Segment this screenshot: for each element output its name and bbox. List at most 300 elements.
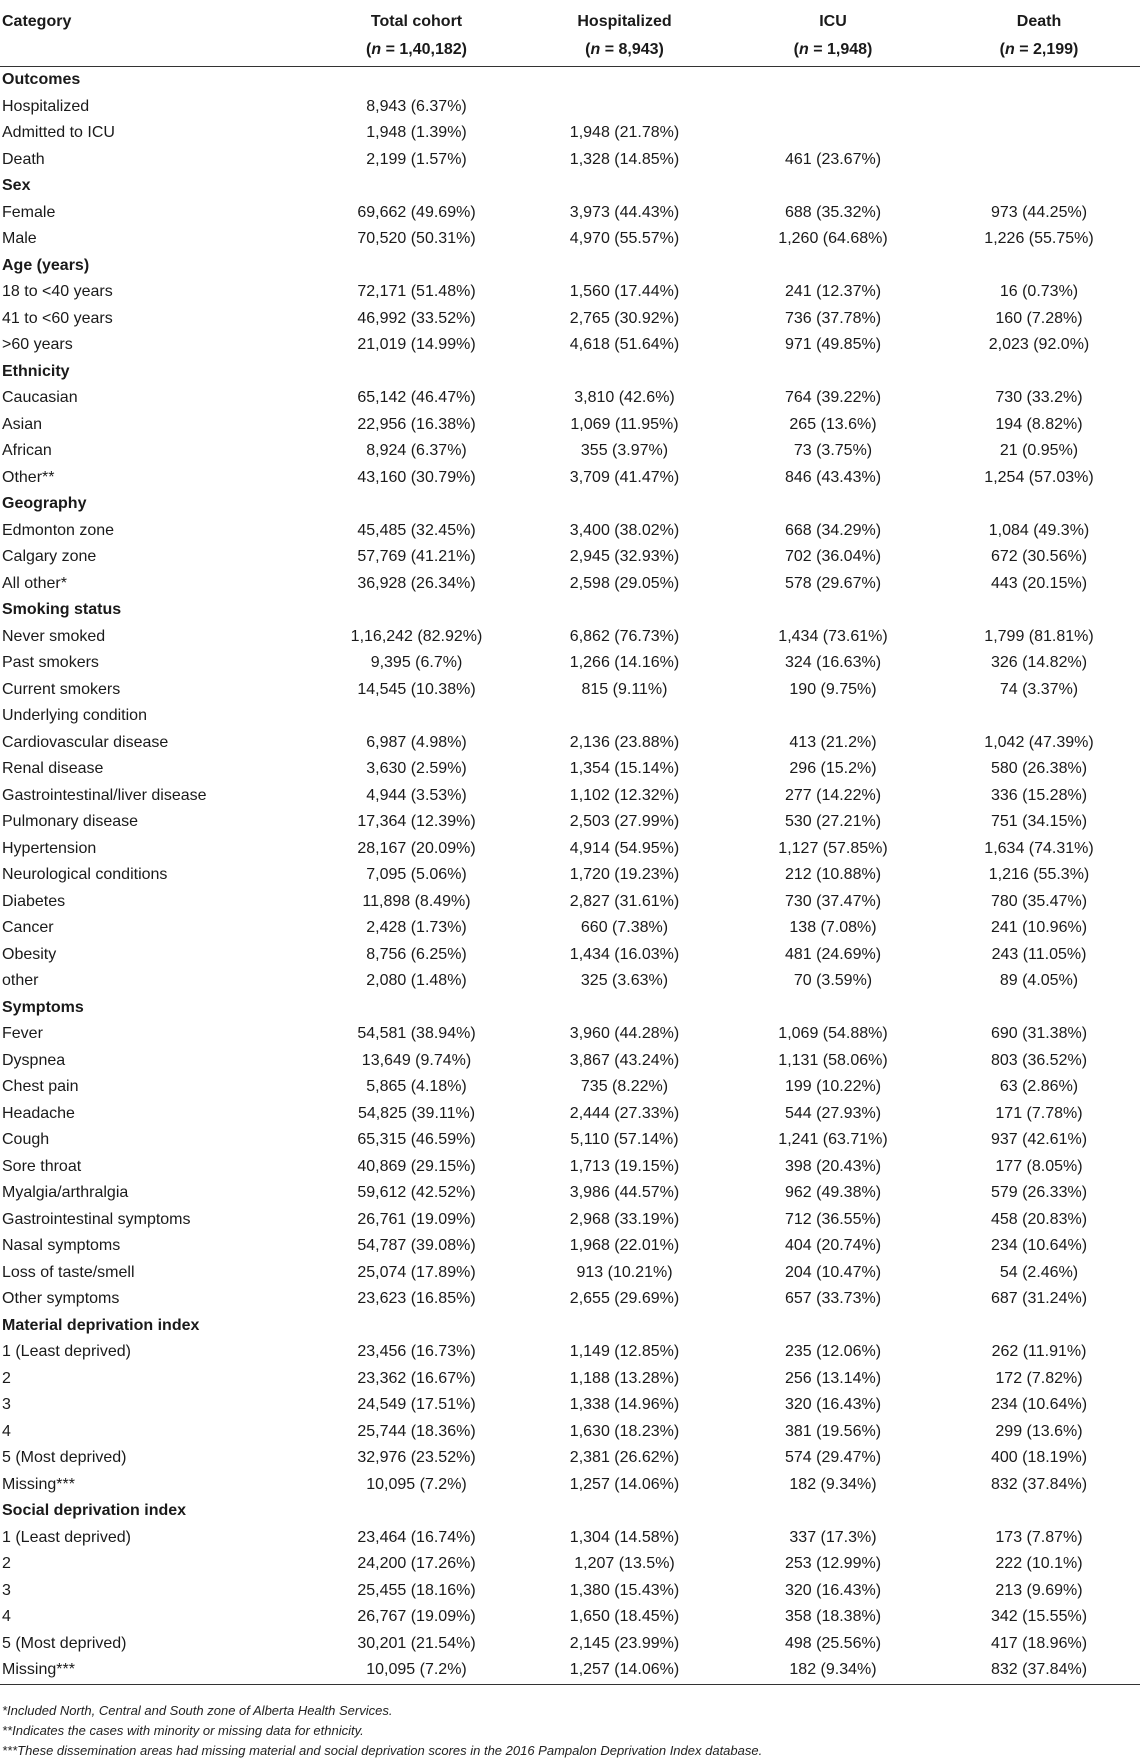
cell-death: 63 (2.86%) [999,1078,1079,1095]
cell-icu: 1,127 (57.85%) [778,839,888,857]
cell-total-cohort: 23,456 (16.73%) [357,1343,476,1360]
cell-total-cohort: 5,865 (4.18%) [366,1078,467,1095]
cell-death [938,995,1140,1022]
cell-icu: 398 (20.43%) [784,1157,882,1175]
cell-hospitalized: 1,560 (17.44%) [569,283,680,300]
cell-icu: 265 (13.6%) [789,415,877,433]
table-row [0,120,1140,147]
cell-total-cohort: 40,869 (29.15%) [357,1157,476,1175]
cell-death: 160 (7.28%) [995,309,1083,327]
table-row [0,1551,1140,1578]
cell-total-cohort: 22,956 (16.38%) [357,415,476,433]
table-row [0,438,1140,465]
cell-hospitalized: 1,968 (22.01%) [569,1237,680,1254]
footnote: *Included North, Central and South zone of Alberta Health Services. [2,1703,393,1718]
cell-death [938,94,1140,121]
cell-hospitalized: 1,188 (13.28%) [569,1369,680,1387]
cell-total-cohort: 9,395 (6.7%) [370,654,463,671]
cell-icu: 764 (39.22%) [784,389,882,406]
cell-hospitalized: 2,968 (33.19%) [569,1210,680,1228]
cell-death: 2,023 (92.0%) [988,336,1090,353]
cell-death: 177 (8.05%) [995,1157,1083,1175]
cell-hospitalized: 815 (9.11%) [581,680,668,698]
cell-icu: 212 (10.88%) [784,866,882,883]
table-row [0,1419,1140,1446]
cell-icu: 544 (27.93%) [784,1104,882,1122]
cell-death [938,120,1140,147]
cell-death: 780 (35.47%) [990,892,1088,910]
row-label: Other symptoms [2,1290,120,1307]
table-row [0,279,1140,306]
cell-hospitalized: 1,354 (15.14%) [569,760,680,777]
cell-hospitalized: 1,304 (14.58%) [569,1528,680,1546]
cell-death: 672 (30.56%) [990,548,1088,565]
cell-death: 443 (20.15%) [990,574,1088,592]
cell-hospitalized: 1,266 (14.16%) [569,654,680,671]
cell-hospitalized: 1,650 (18.45%) [569,1608,680,1625]
section-label: Social deprivation index [2,1502,187,1519]
cell-hospitalized: 2,503 (27.99%) [569,813,680,830]
row-label: Diabetes [2,892,66,910]
row-label: >60 years [2,336,73,353]
cell-icu: 702 (36.04%) [784,548,882,565]
cell-icu: 962 (49.38%) [784,1184,882,1201]
row-label: Cough [2,1131,50,1148]
table-row [0,147,1140,174]
row-label: Admitted to ICU [2,124,115,141]
header-death: Death [1016,13,1062,30]
table-row [0,465,1140,492]
cell-hospitalized [521,67,728,94]
cell-hospitalized: 325 (3.63%) [580,972,669,989]
cell-icu: 736 (37.78%) [784,309,882,327]
cell-death: 580 (26.38%) [990,760,1088,777]
cell-total-cohort: 23,362 (16.67%) [357,1369,476,1387]
row-label: Male [2,230,37,247]
row-label: Renal disease [2,760,104,777]
cell-death [938,597,1140,624]
cell-death: 417 (18.96%) [990,1634,1088,1652]
cell-icu [728,597,938,624]
cell-icu [728,253,938,280]
cell-total-cohort [312,995,521,1022]
cell-hospitalized: 5,110 (57.14%) [570,1131,679,1148]
table-row [0,677,1140,704]
cell-total-cohort [312,359,521,386]
cell-icu: 578 (29.67%) [784,574,882,592]
cell-total-cohort: 13,649 (9.74%) [361,1051,472,1069]
row-label: Gastrointestinal/liver disease [2,786,207,804]
section-label: Age (years) [2,256,90,274]
section-row [0,597,1140,624]
row-label: Missing*** [2,1661,75,1678]
cell-death: 54 (2.46%) [999,1263,1079,1281]
cell-total-cohort: 25,074 (17.89%) [357,1263,476,1281]
cell-death: 262 (11.91%) [991,1343,1087,1360]
cell-icu: 530 (27.21%) [784,813,882,830]
row-label: 41 to <60 years [2,309,113,327]
cell-icu: 296 (15.2%) [789,760,877,777]
cell-total-cohort: 26,761 (19.09%) [357,1210,476,1228]
cell-icu: 461 (23.67%) [784,150,882,168]
cell-hospitalized: 4,970 (55.57%) [569,230,680,247]
cell-death [938,173,1140,200]
row-label: 5 (Most deprived) [2,1634,127,1652]
cell-total-cohort [312,67,521,94]
row-label: Obesity [2,945,57,963]
cell-total-cohort: 23,623 (16.85%) [357,1290,476,1307]
cell-total-cohort: 14,545 (10.38%) [357,680,476,698]
cell-total-cohort: 45,485 (32.45%) [357,521,476,539]
header-n-icu: (n = 1,948) [793,41,873,58]
cell-death: 1,226 (55.75%) [984,230,1094,247]
table-row [0,942,1140,969]
row-label: Current smokers [2,680,121,698]
cell-hospitalized: 735 (8.22%) [580,1078,669,1095]
cell-death: 1,254 (57.03%) [984,468,1094,486]
section-row [0,1313,1140,1340]
cell-hospitalized [521,491,728,518]
cell-icu [728,491,938,518]
cell-total-cohort: 36,928 (26.34%) [357,574,476,592]
cell-total-cohort: 54,581 (38.94%) [357,1025,476,1042]
section-row [0,995,1140,1022]
cell-total-cohort [312,173,521,200]
table-row [0,332,1140,359]
cell-icu: 138 (7.08%) [789,919,877,936]
cell-icu: 971 (49.85%) [784,336,882,353]
table-row [0,1074,1140,1101]
row-label: Myalgia/arthralgia [2,1184,129,1201]
cell-death: 973 (44.25%) [990,203,1088,221]
cell-total-cohort: 8,924 (6.37%) [366,442,467,459]
table-row [0,1366,1140,1393]
table-row [0,836,1140,863]
cell-total-cohort: 57,769 (41.21%) [357,548,476,565]
cell-total-cohort: 1,948 (1.39%) [366,124,467,141]
row-label: Sore throat [2,1157,82,1175]
cell-total-cohort: 65,315 (46.59%) [357,1131,476,1148]
cell-hospitalized [521,359,728,386]
table-row [0,968,1140,995]
header-total-cohort: Total cohort [370,13,463,30]
header-category: Category [2,13,72,30]
cell-total-cohort: 8,756 (6.25%) [366,945,467,963]
cell-icu: 256 (13.14%) [784,1369,882,1387]
cell-total-cohort: 24,549 (17.51%) [357,1396,476,1413]
cell-total-cohort: 21,019 (14.99%) [357,336,476,353]
cell-total-cohort: 65,142 (46.47%) [357,389,476,406]
table-row [0,889,1140,916]
cell-death: 171 (7.78%) [995,1104,1083,1122]
cell-hospitalized: 3,986 (44.57%) [569,1184,680,1201]
table-row [0,1021,1140,1048]
cell-icu [728,1313,938,1340]
section-row [0,1498,1140,1525]
header-hospitalized: Hospitalized [577,13,672,30]
header-n-hospitalized: (n = 8,943) [585,41,664,58]
cell-icu [728,67,938,94]
cell-icu: 70 (3.59%) [793,972,873,989]
cell-icu: 481 (24.69%) [784,945,882,963]
row-label: Never smoked [2,627,106,645]
cell-total-cohort [312,253,521,280]
row-label: 1 (Least deprived) [2,1343,131,1360]
cell-icu: 730 (37.47%) [784,892,882,910]
cell-icu: 204 (10.47%) [784,1263,882,1281]
table-row [0,518,1140,545]
cell-death: 832 (37.84%) [990,1661,1088,1678]
cell-hospitalized [521,995,728,1022]
cell-icu: 1,241 (63.71%) [778,1131,888,1148]
row-label: All other* [2,574,67,592]
table-body [0,67,1140,1685]
cell-hospitalized: 3,960 (44.28%) [569,1025,680,1042]
table-row [0,783,1140,810]
cell-icu: 1,434 (73.61%) [778,627,888,645]
cell-hospitalized: 1,328 (14.85%) [569,150,680,168]
cell-death [938,253,1140,280]
cell-total-cohort [312,597,521,624]
cell-hospitalized: 1,207 (13.5%) [574,1555,675,1572]
table-row [0,1631,1140,1658]
cell-total-cohort: 1,16,242 (82.92%) [350,627,483,645]
section-label: Smoking status [2,601,122,618]
cell-total-cohort [312,1498,521,1525]
row-label: Caucasian [2,389,78,406]
cell-total-cohort: 32,976 (23.52%) [357,1449,476,1466]
cell-death: 579 (26.33%) [990,1184,1088,1201]
row-label: Hypertension [2,839,97,857]
row-label: Missing*** [2,1475,75,1493]
table-header [0,0,1140,67]
cell-hospitalized: 1,102 (12.32%) [569,786,680,804]
row-label: Past smokers [2,654,99,671]
cell-hospitalized: 2,655 (29.69%) [569,1290,680,1307]
cell-total-cohort: 25,455 (18.16%) [357,1581,476,1599]
section-row [0,491,1140,518]
cell-hospitalized: 2,145 (23.99%) [569,1634,680,1652]
section-label: Geography [2,495,87,512]
cell-icu [728,703,938,730]
cell-death: 937 (42.61%) [990,1131,1088,1148]
row-label: Loss of taste/smell [2,1263,135,1281]
table-row [0,809,1140,836]
cell-death: 326 (14.82%) [990,654,1088,671]
cell-icu: 846 (43.43%) [784,468,882,486]
cell-hospitalized: 3,973 (44.43%) [569,203,680,221]
cell-hospitalized: 1,257 (14.06%) [569,1661,680,1678]
cell-hospitalized: 1,948 (21.78%) [569,124,680,141]
cell-total-cohort: 54,825 (39.11%) [357,1104,476,1122]
row-label: 4 [2,1608,11,1625]
cell-death: 234 (10.64%) [990,1237,1088,1254]
cell-death: 832 (37.84%) [990,1475,1088,1493]
cell-hospitalized: 1,630 (18.23%) [569,1422,680,1440]
cell-total-cohort: 59,612 (42.52%) [357,1184,476,1201]
header-icu: ICU [819,13,847,30]
cell-total-cohort: 8,943 (6.37%) [366,97,467,115]
cell-hospitalized [521,703,728,730]
table-row [0,703,1140,730]
cell-icu: 404 (20.74%) [784,1237,882,1254]
table-row [0,385,1140,412]
cell-icu: 668 (34.29%) [784,521,882,539]
cell-death [938,147,1140,174]
row-label: Headache [2,1104,75,1122]
cell-death [938,1498,1140,1525]
cell-total-cohort: 4,944 (3.53%) [366,786,467,804]
cell-icu: 381 (19.56%) [784,1422,882,1440]
cell-death: 751 (34.15%) [990,813,1088,830]
cell-death: 687 (31.24%) [990,1290,1088,1307]
section-row [0,253,1140,280]
row-label: Dyspnea [2,1051,66,1069]
table-row [0,624,1140,651]
cell-icu: 657 (33.73%) [784,1290,882,1307]
cell-hospitalized: 913 (10.21%) [576,1263,673,1281]
cell-total-cohort [312,491,521,518]
table-row [0,200,1140,227]
cell-hospitalized: 660 (7.38%) [580,919,669,936]
cell-hospitalized: 3,400 (38.02%) [569,521,680,539]
row-label: 4 [2,1422,11,1440]
cell-icu: 498 (25.56%) [784,1634,882,1652]
cell-death: 173 (7.87%) [995,1528,1083,1546]
cell-icu: 190 (9.75%) [789,680,877,698]
cell-hospitalized [521,94,728,121]
header-n-death: (n = 2,199) [999,41,1079,58]
table-row [0,1286,1140,1313]
cell-death: 730 (33.2%) [995,389,1083,406]
cell-total-cohort [312,1313,521,1340]
section-row [0,359,1140,386]
cell-death: 89 (4.05%) [999,972,1079,989]
row-label: 2 [2,1555,11,1572]
header-n-blank [0,36,312,67]
cell-hospitalized: 2,444 (27.33%) [569,1104,680,1122]
cell-icu: 1,260 (64.68%) [778,230,888,247]
cell-total-cohort: 11,898 (8.49%) [362,892,471,910]
cell-hospitalized: 2,945 (32.93%) [569,548,680,565]
table-row [0,1445,1140,1472]
table-row [0,544,1140,571]
cell-total-cohort: 2,199 (1.57%) [366,150,467,168]
cell-hospitalized: 1,149 (12.85%) [569,1343,680,1360]
cell-death: 342 (15.55%) [990,1608,1088,1625]
cell-hospitalized: 3,867 (43.24%) [569,1051,680,1069]
cell-hospitalized: 1,069 (11.95%) [570,415,679,433]
cell-death: 458 (20.83%) [990,1210,1088,1228]
table-row [0,1472,1140,1499]
cell-icu: 73 (3.75%) [793,442,873,459]
cell-death: 1,084 (49.3%) [988,521,1090,539]
cell-icu: 1,131 (58.06%) [778,1051,888,1069]
cell-total-cohort: 17,364 (12.39%) [357,813,476,830]
row-label: Edmonton zone [2,521,115,539]
row-label: Fever [2,1025,43,1042]
footnote: **Indicates the cases with minority or missing data for ethnicity. [2,1723,364,1738]
cell-death [938,359,1140,386]
row-label: Female [2,203,56,221]
cell-icu: 1,069 (54.88%) [778,1025,888,1042]
cell-icu: 574 (29.47%) [784,1449,882,1466]
cell-hospitalized: 355 (3.97%) [580,442,669,459]
cell-death: 213 (9.69%) [995,1581,1083,1599]
cell-hospitalized [521,597,728,624]
cell-death: 16 (0.73%) [999,283,1079,300]
cell-icu: 712 (36.55%) [784,1210,882,1228]
table-row [0,412,1140,439]
cell-death: 1,634 (74.31%) [984,839,1094,857]
cell-hospitalized: 2,136 (23.88%) [569,733,680,751]
cell-hospitalized: 3,709 (41.47%) [569,468,680,486]
cell-total-cohort: 7,095 (5.06%) [366,866,467,883]
cell-total-cohort: 6,987 (4.98%) [366,733,467,751]
table-row [0,1101,1140,1128]
cell-icu: 199 (10.22%) [784,1078,882,1095]
table-row [0,1048,1140,1075]
row-label: Pulmonary disease [2,813,139,830]
cell-total-cohort: 25,744 (18.36%) [357,1422,476,1440]
table-row [0,1207,1140,1234]
cell-death: 194 (8.82%) [995,415,1083,433]
cell-death: 690 (31.38%) [990,1025,1088,1042]
cell-icu: 688 (35.32%) [784,203,882,221]
cell-hospitalized [521,173,728,200]
cell-icu: 337 (17.3%) [789,1528,877,1546]
cell-icu: 241 (12.37%) [784,283,882,300]
row-label: Underlying condition [2,707,147,724]
section-label: Material deprivation index [2,1316,200,1334]
row-label: Gastrointestinal symptoms [2,1210,191,1228]
row-label: Death [2,150,45,168]
table-row [0,862,1140,889]
footnote: ***These dissemination areas had missing material and social deprivation scores in the 2016 Pampalon Deprivation Index database. [2,1743,763,1758]
cell-death: 400 (18.19%) [990,1449,1088,1466]
cell-total-cohort: 23,464 (16.74%) [357,1528,476,1546]
cell-total-cohort: 2,080 (1.48%) [366,972,467,989]
section-row [0,67,1140,94]
section-label: Sex [2,177,31,194]
table-row [0,1657,1140,1684]
cell-hospitalized: 4,618 (51.64%) [569,336,680,353]
cell-hospitalized: 2,381 (26.62%) [569,1449,680,1466]
cell-total-cohort: 2,428 (1.73%) [366,919,467,936]
cell-icu: 253 (12.99%) [784,1555,882,1572]
cell-icu [728,359,938,386]
table-row [0,756,1140,783]
section-label: Outcomes [2,71,81,88]
cell-icu [728,94,938,121]
cell-icu: 358 (18.38%) [784,1608,882,1625]
row-label: Other** [2,468,55,486]
cell-death: 803 (36.52%) [990,1051,1088,1069]
row-label: Cancer [2,919,54,936]
section-row [0,173,1140,200]
table-row [0,94,1140,121]
cell-total-cohort: 24,200 (17.26%) [357,1555,476,1572]
cell-icu [728,120,938,147]
cell-death: 241 (10.96%) [990,919,1088,936]
cell-total-cohort: 72,171 (51.48%) [357,283,476,300]
cell-hospitalized: 1,434 (16.03%) [569,945,680,963]
cell-death: 74 (3.37%) [999,680,1079,698]
cell-total-cohort: 30,201 (21.54%) [357,1634,476,1652]
row-label: 5 (Most deprived) [2,1449,127,1466]
cell-hospitalized: 1,257 (14.06%) [569,1475,680,1493]
cell-death: 21 (0.95%) [999,442,1079,459]
